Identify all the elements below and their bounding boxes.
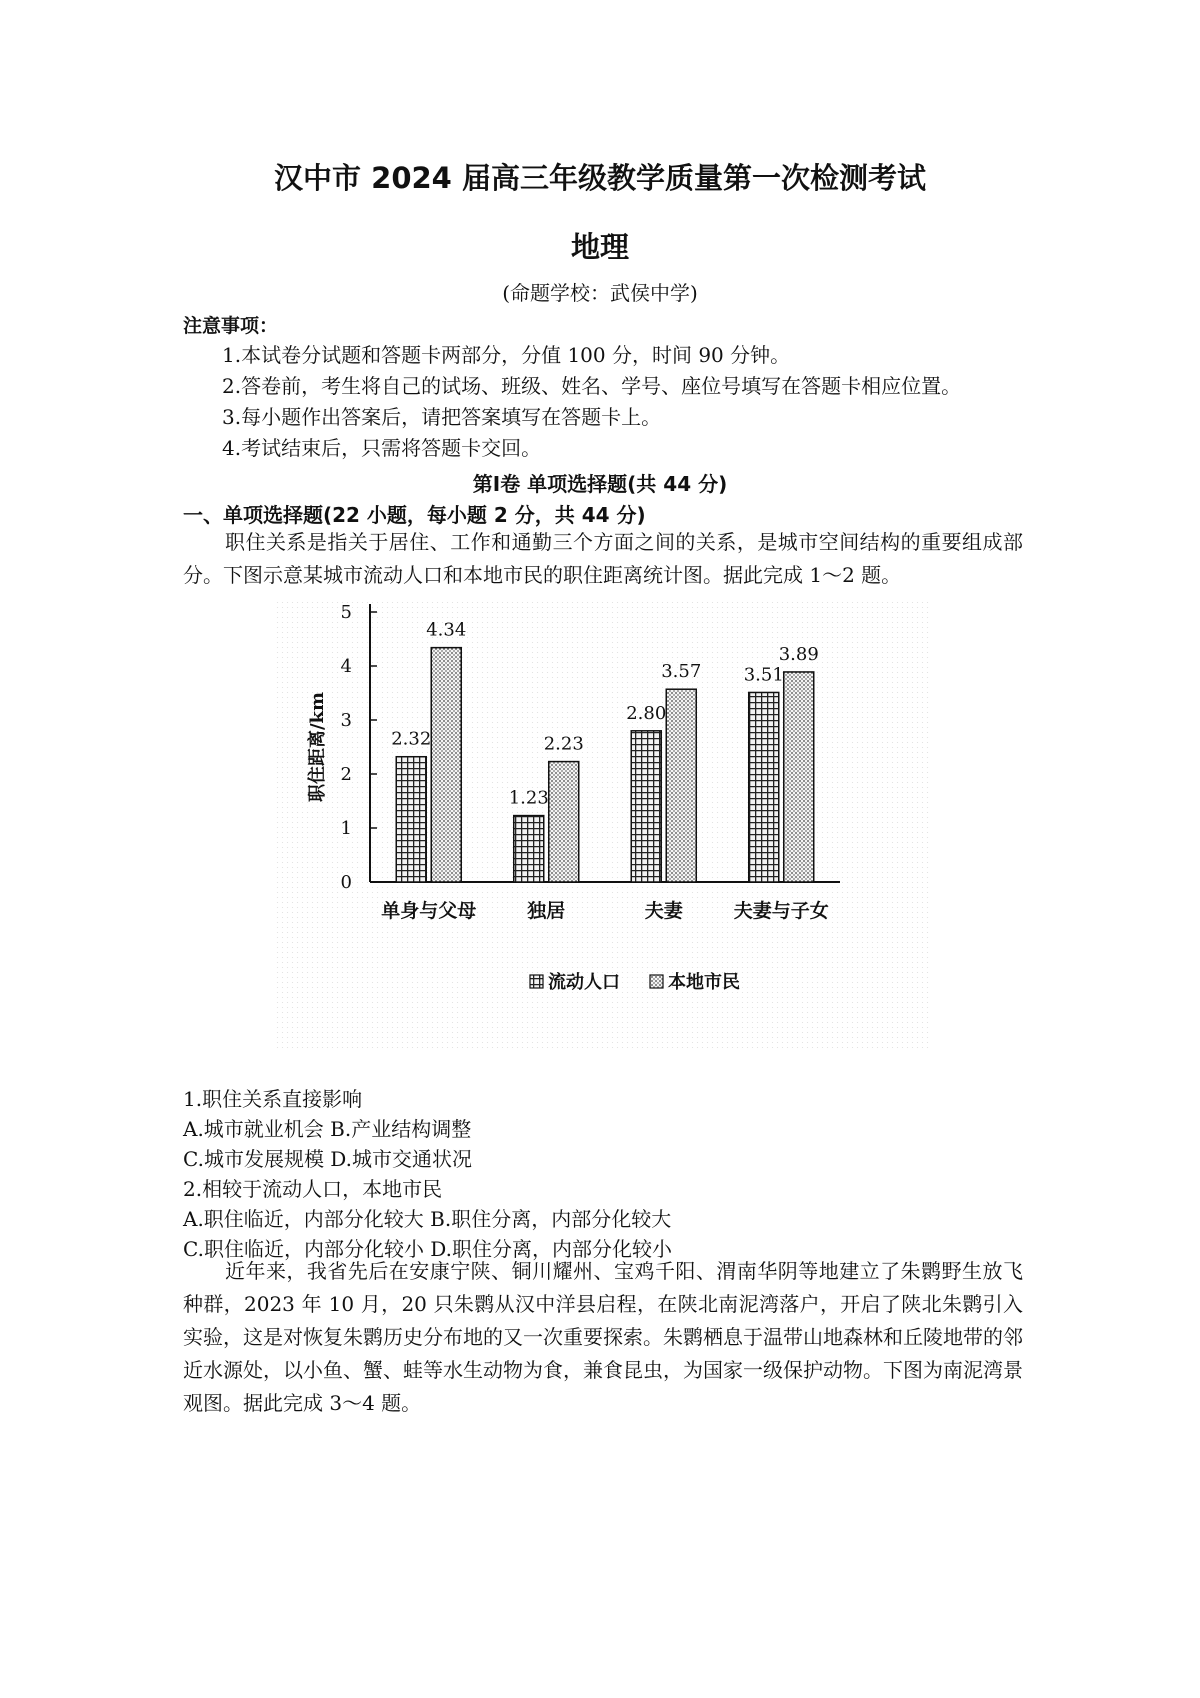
question-1-options-cd: C.城市发展规模 D.城市交通状况 (183, 1147, 472, 1171)
legend-label: 本地市民 (668, 972, 740, 993)
x-category-label: 夫妻与子女 (733, 900, 829, 922)
school-line: (命题学校：武侯中学) (502, 281, 698, 305)
passage-2: 近年来，我省先后在安康宁陕、铜川耀州、宝鸡千阳、渭南华阴等地建立了朱鹮野生放飞种群，2023 年 10 月，20 只朱鹮从汉中洋县启程，在陕北南泥湾落户，开启了陕北朱鹮引入实验，这是对恢复朱鹮历史分布地的又一次重要探索。朱鹮栖息于温带山地森林和丘陵地带的邻近水源处，以小鱼、蟹、蛙等水生动物为食，兼食昆虫，为国家一级保护动物。下图为南泥湾景观图。据此完成 3～4 题。 (183, 1259, 1023, 1415)
notice-item: 3.每小题作出答案后，请把答案填写在答题卡上。 (222, 405, 662, 429)
notice-item: 2.答卷前，考生将自己的试场、班级、姓名、学号、座位号填写在答题卡相应位置。 (222, 374, 962, 398)
question-2-options-cd: C.职住临近，内部分化较小 D.职住分离，内部分化较小 (183, 1237, 672, 1261)
part-heading: 第Ⅰ卷 单项选择题(共 44 分) (472, 472, 728, 496)
y-tick-label: 0 (340, 872, 352, 893)
notice-item: 1.本试卷分试题和答题卡两部分，分值 100 分，时间 90 分钟。 (222, 343, 791, 367)
x-category-label: 独居 (527, 900, 566, 922)
bar-value-label: 2.32 (391, 728, 432, 750)
bar-migrant (514, 816, 544, 882)
bar-value-label: 3.51 (743, 664, 784, 686)
bar-migrant (631, 731, 661, 882)
y-tick-label: 2 (340, 764, 352, 785)
bar-local (784, 672, 814, 882)
x-category-label: 夫妻 (644, 900, 683, 922)
y-tick-label: 5 (340, 602, 352, 623)
y-tick-label: 3 (340, 710, 352, 731)
legend-swatch (530, 975, 543, 988)
question-1-options-ab: A.城市就业机会 B.产业结构调整 (183, 1117, 472, 1141)
bar-migrant (749, 692, 779, 882)
bar-value-label: 2.23 (543, 733, 584, 755)
y-axis-title: 职住距离/km (307, 691, 328, 803)
y-tick-label: 4 (340, 656, 352, 677)
x-category-label: 单身与父母 (381, 900, 477, 922)
y-tick-label: 1 (340, 818, 352, 839)
question-1-stem: 1.职住关系直接影响 (183, 1087, 363, 1111)
notice-heading: 注意事项： (183, 315, 279, 337)
bar-local (666, 689, 696, 882)
bar-local (431, 648, 461, 882)
bar-value-label: 1.23 (508, 787, 549, 809)
bar-value-label: 2.80 (626, 702, 667, 724)
bar-value-label: 3.57 (661, 661, 702, 683)
legend-swatch (650, 975, 663, 988)
exam-title: 汉中市 2024 届高三年级教学质量第一次检测考试 (274, 161, 926, 195)
passage-1: 职住关系是指关于居住、工作和通勤三个方面之间的关系，是城市空间结构的重要组成部分。下图示意某城市流动人口和本地市民的职住距离统计图。据此完成 1～2 题。 (183, 530, 1023, 587)
question-2-options-ab: A.职住临近，内部分化较大 B.职住分离，内部分化较大 (183, 1207, 672, 1231)
notice-item: 4.考试结束后，只需将答题卡交回。 (222, 436, 542, 460)
notice-list (222, 340, 1122, 464)
legend-label: 流动人口 (548, 972, 620, 993)
bar-value-label: 4.34 (426, 619, 467, 641)
section-heading: 一、单项选择题(22 小题，每小题 2 分，共 44 分) (183, 503, 646, 527)
question-2-stem: 2.相较于流动人口，本地市民 (183, 1177, 443, 1201)
bar-migrant (396, 757, 426, 882)
subject-title: 地理 (570, 230, 629, 264)
bar-local (549, 762, 579, 882)
bar-value-label: 3.89 (778, 643, 819, 665)
commute-distance-chart (275, 600, 930, 1050)
